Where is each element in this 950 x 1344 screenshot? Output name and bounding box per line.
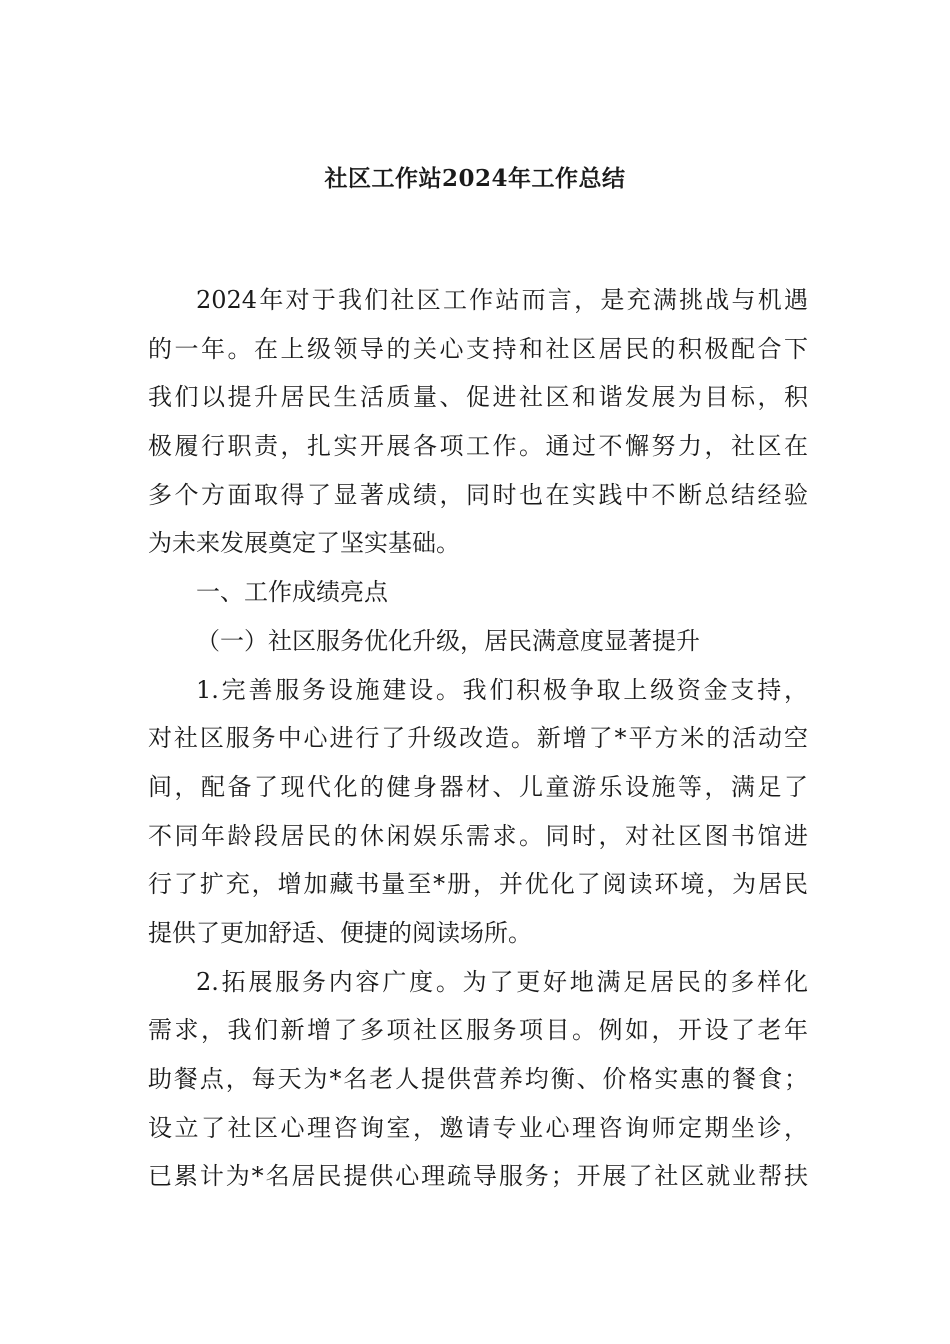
body-line: 为未来发展奠定了坚实基础。 [148,529,460,558]
document-body [148,276,808,1201]
body-line: 1.完善服务设施建设。我们积极争取上级资金支持， [196,675,808,704]
body-line: 多个方面取得了显著成绩，同时也在实践中不断总结经验 [148,480,808,509]
body-line: 2024年对于我们社区工作站而言，是充满挑战与机遇 [196,286,808,314]
body-line: 行了扩充，增加藏书量至*册，并优化了阅读环境，为居民 [148,870,808,899]
body-line: 助餐点，每天为*名老人提供营养均衡、价格实惠的餐食； [148,1065,808,1093]
body-line: 我们以提升居民生活质量、促进社区和谐发展为目标，积 [148,383,808,412]
body-line: 需求，我们新增了多项社区服务项目。例如，开设了老年 [148,1016,808,1045]
body-line: 间，配备了现代化的健身器材、儿童游乐设施等，满足了 [148,772,808,801]
section-heading: 一、工作成绩亮点 [196,578,388,607]
body-line: 对社区服务中心进行了升级改造。新增了*平方米的活动空 [148,724,808,753]
body-line: 2.拓展服务内容广度。为了更好地满足居民的多样化 [196,967,808,996]
body-line: 设立了社区心理咨询室，邀请专业心理咨询师定期坐诊， [148,1113,808,1142]
page-title: 社区工作站2024年工作总结 [324,165,626,192]
body-line: 的一年。在上级领导的关心支持和社区居民的积极配合下 [148,334,808,363]
body-line: 极履行职责，扎实开展各项工作。通过不懈努力，社区在 [148,432,808,461]
body-line: 已累计为*名居民提供心理疏导服务；开展了社区就业帮扶 [148,1162,808,1191]
body-line: 提供了更加舒适、便捷的阅读场所。 [148,918,532,947]
subsection-heading: （一）社区服务优化升级，居民满意度显著提升 [196,626,700,655]
body-line: 不同年龄段居民的休闲娱乐需求。同时，对社区图书馆进 [148,821,808,850]
